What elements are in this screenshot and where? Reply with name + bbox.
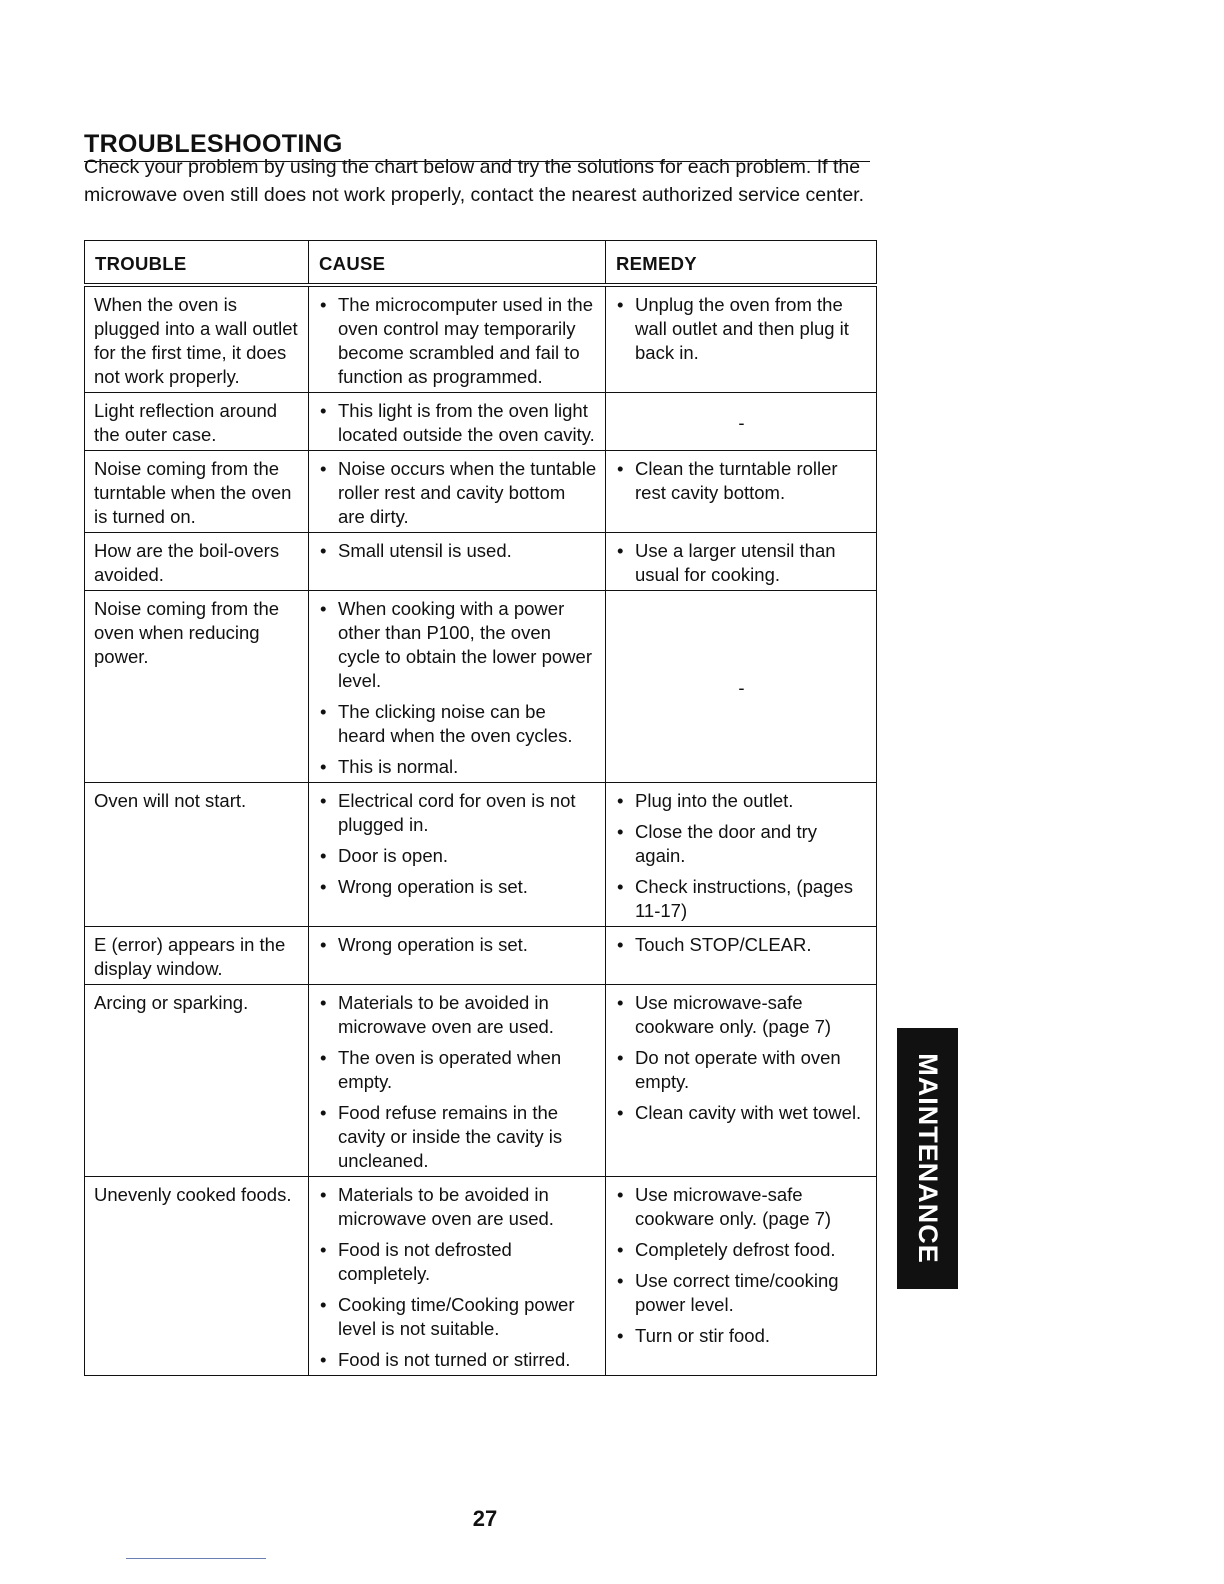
remedy-placeholder: - [738, 677, 745, 698]
cause-list [318, 1183, 597, 1372]
cause-item: • Door is open. [318, 844, 597, 868]
remedy-cell [606, 591, 877, 783]
trouble-cell: Noise coming from the turntable when the oven is turned on. [85, 451, 309, 533]
cause-cell [309, 533, 606, 591]
table-row [85, 927, 877, 985]
cause-cell [309, 285, 606, 393]
cause-item: • Materials to be avoided in microwave oven are used. [318, 991, 597, 1039]
remedy-list [615, 539, 868, 587]
table-body [85, 285, 877, 1376]
table-row [85, 451, 877, 533]
page-number: 27 [472, 1506, 498, 1531]
cause-list [318, 293, 597, 389]
trouble-cell: Unevenly cooked foods. [85, 1177, 309, 1376]
remedy-item: • Use a larger utensil than usual for cooking. [615, 539, 868, 587]
table-row [85, 285, 877, 393]
trouble-cell: Oven will not start. [85, 783, 309, 927]
cause-item: • Food refuse remains in the cavity or inside the cavity is uncleaned. [318, 1101, 597, 1173]
trouble-cell: Arcing or sparking. [85, 985, 309, 1177]
remedy-cell [606, 985, 877, 1177]
cause-list [318, 399, 597, 447]
cause-item: • The clicking noise can be heard when the oven cycles. [318, 700, 597, 748]
remedy-cell [606, 1177, 877, 1376]
cause-item: • Food is not turned or stirred. [318, 1348, 597, 1372]
remedy-cell [606, 451, 877, 533]
remedy-item: • Touch STOP/CLEAR. [615, 933, 868, 957]
cause-item: • Electrical cord for oven is not plugged in. [318, 789, 597, 837]
cause-item: • Cooking time/Cooking power level is not suitable. [318, 1293, 597, 1341]
remedy-item: • Unplug the oven from the wall outlet and then plug it back in. [615, 293, 868, 365]
table-header-row [85, 241, 877, 286]
cause-cell [309, 591, 606, 783]
remedy-item: • Turn or stir food. [615, 1324, 868, 1348]
trouble-cell: When the oven is plugged into a wall outlet for the first time, it does not work properly. [85, 285, 309, 393]
remedy-item: • Use microwave-safe cookware only. (page 7) [615, 991, 868, 1039]
cause-item: • When cooking with a power other than P100, the oven cycle to obtain the lower power level. [318, 597, 597, 693]
cause-cell [309, 927, 606, 985]
remedy-item: • Clean the turntable roller rest cavity bottom. [615, 457, 868, 505]
remedy-item: • Completely defrost food. [615, 1238, 868, 1262]
remedy-cell [606, 783, 877, 927]
remedy-cell [606, 533, 877, 591]
footer-divider [126, 1558, 266, 1559]
intro-paragraph: Check your problem by using the chart below and try the solutions for each problem. If the microwave oven still does not work properly, contact the nearest authorized service center. [84, 156, 865, 206]
remedy-list [615, 1183, 868, 1348]
remedy-item: • Do not operate with oven empty. [615, 1046, 868, 1094]
cause-item: • Noise occurs when the tuntable roller rest and cavity bottom are dirty. [318, 457, 597, 529]
remedy-cell [606, 285, 877, 393]
cause-list [318, 991, 597, 1173]
trouble-cell: Light reflection around the outer case. [85, 393, 309, 451]
cause-item: • Small utensil is used. [318, 539, 597, 563]
cause-item: • Wrong operation is set. [318, 875, 597, 899]
table-row [85, 591, 877, 783]
trouble-cell: Noise coming from the oven when reducing power. [85, 591, 309, 783]
section-tab-label: MAINTENANCE [913, 1053, 943, 1264]
header-remedy: REMEDY [606, 241, 877, 286]
cause-list [318, 933, 597, 957]
remedy-item: • Clean cavity with wet towel. [615, 1101, 868, 1125]
cause-item: • Food is not defrosted completely. [318, 1238, 597, 1286]
troubleshooting-table [84, 240, 877, 1376]
remedy-item: • Close the door and try again. [615, 820, 868, 868]
maintenance-section-tab [897, 1028, 958, 1289]
remedy-list [615, 933, 868, 957]
cause-list [318, 539, 597, 563]
table-row [85, 393, 877, 451]
cause-item: • The oven is operated when empty. [318, 1046, 597, 1094]
page-title: TROUBLESHOOTING [84, 129, 870, 162]
table-row [85, 783, 877, 927]
cause-cell [309, 393, 606, 451]
cause-cell [309, 1177, 606, 1376]
cause-list [318, 597, 597, 779]
cause-list [318, 789, 597, 899]
remedy-item: • Use microwave-safe cookware only. (page 7) [615, 1183, 868, 1231]
cause-cell [309, 783, 606, 927]
trouble-cell: How are the boil-overs avoided. [85, 533, 309, 591]
table-row [85, 1177, 877, 1376]
cause-cell [309, 451, 606, 533]
header-cause: CAUSE [309, 241, 606, 286]
remedy-list [615, 293, 868, 365]
table-row [85, 985, 877, 1177]
remedy-item: • Check instructions, (pages 11-17) [615, 875, 868, 923]
trouble-cell: E (error) appears in the display window. [85, 927, 309, 985]
remedy-cell [606, 393, 877, 451]
cause-item: • Materials to be avoided in microwave oven are used. [318, 1183, 597, 1231]
remedy-item: • Plug into the outlet. [615, 789, 868, 813]
cause-item: • This light is from the oven light located outside the oven cavity. [318, 399, 597, 447]
cause-list [318, 457, 597, 529]
remedy-placeholder: - [738, 412, 745, 433]
remedy-item: • Use correct time/cooking power level. [615, 1269, 868, 1317]
table-row [85, 533, 877, 591]
cause-item: • The microcomputer used in the oven control may temporarily become scrambled and fail to function as programmed. [318, 293, 597, 389]
remedy-list [615, 457, 868, 505]
remedy-list [615, 991, 868, 1125]
cause-item: • This is normal. [318, 755, 597, 779]
cause-item: • Wrong operation is set. [318, 933, 597, 957]
cause-cell [309, 985, 606, 1177]
remedy-cell [606, 927, 877, 985]
header-trouble: TROUBLE [85, 241, 309, 286]
remedy-list [615, 789, 868, 923]
